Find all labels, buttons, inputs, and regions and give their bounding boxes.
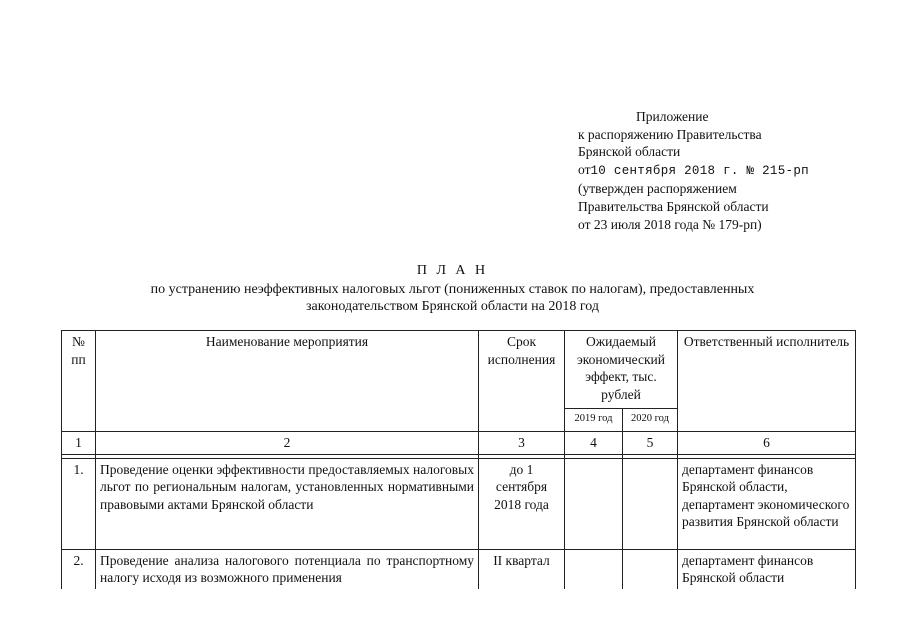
plan-subtitle-2: законодательством Брянской области на 2018 год <box>306 299 599 314</box>
plan-heading: П Л А Н <box>416 263 489 278</box>
header-2020: 2020 год <box>623 408 678 431</box>
header-effect: Ожидаемый экономический эффект, тыс. рублей <box>565 331 678 409</box>
col-number: 6 <box>678 432 856 455</box>
row-responsible: департамент финансов Брянской области <box>678 549 856 589</box>
appendix-line: (утвержден распоряжением <box>578 181 737 197</box>
col-number: 4 <box>565 432 623 455</box>
row-2019 <box>565 549 623 589</box>
row-2020 <box>623 458 678 549</box>
table-row <box>62 549 856 589</box>
row-name: Проведение оценки эффективности предоставляемых налоговых льгот по региональным налогам, установленных нормативными правовыми актами Брянской области <box>96 458 479 549</box>
row-2019 <box>565 458 623 549</box>
col-number: 2 <box>96 432 479 455</box>
header-name: Наименование мероприятия <box>96 331 479 432</box>
col-number: 1 <box>62 432 96 455</box>
row-num: 1. <box>62 458 96 549</box>
col-number: 3 <box>479 432 565 455</box>
appendix-line: Брянской области <box>578 144 681 160</box>
row-deadline: до 1 сентября 2018 года <box>479 458 565 549</box>
col-number: 5 <box>623 432 678 455</box>
appendix-date-line <box>578 161 809 181</box>
appendix-date-prefix: от <box>578 161 591 177</box>
appendix-title: Приложение <box>636 109 709 124</box>
header-num: № пп <box>62 331 96 432</box>
row-num: 2. <box>62 549 96 589</box>
handwritten-date-number: 10 сентября 2018 г. № 215-рп <box>590 163 809 178</box>
appendix-line: от 23 июля 2018 года № 179-рп) <box>578 216 762 232</box>
header-2019: 2019 год <box>565 408 623 431</box>
table-row <box>62 458 856 549</box>
row-name: Проведение анализа налогового потенциала по транспортному налогу исходя из возможного применения <box>96 549 479 589</box>
row-2020 <box>623 549 678 589</box>
plan-table <box>61 330 856 589</box>
row-deadline: II квартал <box>479 549 565 589</box>
appendix-block <box>578 108 809 233</box>
appendix-line: Правительства Брянской области <box>578 198 769 214</box>
appendix-line: к распоряжению Правительства <box>578 126 762 142</box>
plan-subtitle: по устранению неэффективных налоговых льгот (пониженных ставок по налогам), предоставленных <box>150 282 755 297</box>
column-number-row <box>62 432 856 455</box>
header-responsible: Ответственный исполнитель <box>678 331 856 432</box>
header-deadline: Срок исполнения <box>479 331 565 432</box>
header-row <box>62 331 856 409</box>
row-responsible: департамент финансов Брянской области, департамент экономического развития Брянской области <box>678 458 856 549</box>
